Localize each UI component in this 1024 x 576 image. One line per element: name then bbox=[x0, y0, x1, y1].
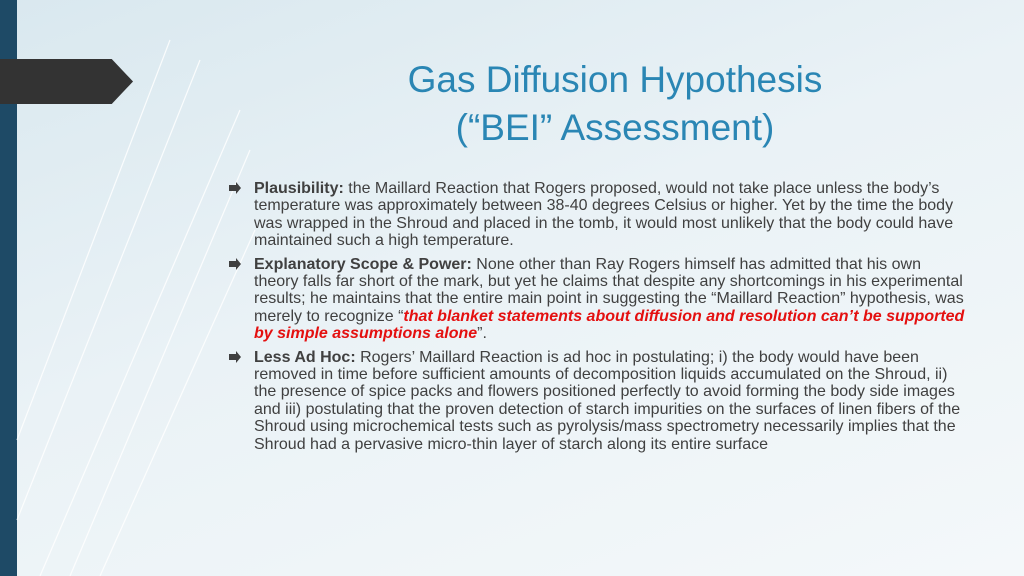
arrow-bullet-icon bbox=[228, 182, 242, 194]
emphasized-quote: that blanket statements about diffusion and resolution can’t be supported by simple assumptions alone bbox=[254, 307, 965, 343]
title-line-2: (“BEI” Assessment) bbox=[455, 107, 775, 148]
bullet-text-after: ”. bbox=[477, 325, 487, 343]
slide-title bbox=[320, 56, 910, 152]
bullet-text: None other than Ray Rogers himself has admitted that his own theory falls far short of the mark, but yet he claims that despite any shortcomings in his experimental results; he maintains that the entire main point in suggesting the “Maillard Reaction” hypothesis, was merely to recognize “ bbox=[254, 255, 964, 325]
bullet-plausibility bbox=[228, 180, 968, 250]
bullet-label: Plausibility: bbox=[254, 180, 344, 197]
arrow-bullet-icon bbox=[228, 351, 242, 363]
title-line-1: Gas Diffusion Hypothesis bbox=[407, 59, 823, 100]
title-arrow-tab bbox=[0, 59, 133, 104]
arrow-bullet-icon bbox=[228, 258, 242, 270]
bullet-text: the Maillard Reaction that Rogers proposed, would not take place unless the body’s temperature was approximately between 38-40 degrees Celsius or higher. Yet by the time the body was wrapped in the Shroud and placed in the tomb, it would most unlikely that the body could have maintained such a high temperature. bbox=[254, 180, 954, 250]
bullet-explanatory-scope bbox=[228, 256, 968, 343]
bullet-less-ad-hoc bbox=[228, 349, 968, 453]
bullet-label: Explanatory Scope & Power: bbox=[254, 255, 472, 273]
bullet-label: Less Ad Hoc: bbox=[254, 348, 356, 366]
bullet-text: Rogers’ Maillard Reaction is ad hoc in postulating; i) the body would have been removed in time before sufficient amounts of decomposition liquids accumulated on the Shroud, ii) the presence of spice packs and flowers positioned perfectly to avoid forming the body side images and iii) postulating that the proven detection of starch impurities on the surfaces of linen fibers of the Shroud using microchemical tests such as pyrolysis/mass spectrometry necessarily implies that the Shroud had a pervasive micro-thin layer of starch along its entire surface bbox=[254, 348, 961, 453]
bullet-list bbox=[228, 180, 968, 459]
